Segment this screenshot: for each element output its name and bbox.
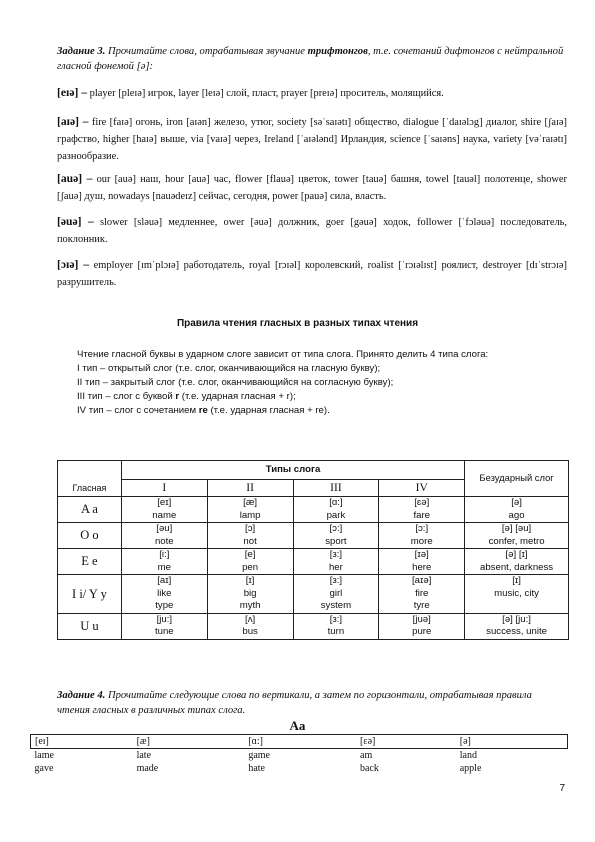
word-cell: made: [136, 763, 159, 774]
vowel-cell: [379, 575, 465, 614]
vowel-cell: [293, 613, 379, 639]
vowel-cell: [293, 497, 379, 523]
example-word: turn: [327, 626, 345, 637]
word-cell: hate: [248, 763, 265, 774]
vowel-cell: [121, 497, 207, 523]
transcription: [æ]: [243, 497, 258, 508]
word-table-title: Aa: [289, 718, 306, 733]
vowel-cell: [207, 575, 293, 614]
example-word: like: [157, 587, 172, 599]
transcription: [ɔ]: [245, 523, 256, 534]
transcription: [eɪ]: [157, 497, 172, 508]
example-word: pen: [242, 561, 259, 573]
transcription: [ɔ:]: [329, 523, 343, 534]
unstressed-cell: [465, 523, 569, 549]
word-cell: back: [360, 763, 379, 774]
transcription: [e]: [244, 549, 256, 560]
vowel-row: [58, 497, 569, 523]
vowel-cell: [379, 549, 465, 575]
task3-emphasis: трифтонгов: [307, 46, 368, 57]
example-word: park: [326, 509, 346, 521]
example-word: pure: [412, 626, 432, 637]
example-word: fare: [413, 509, 430, 521]
unstressed-cell: [465, 613, 569, 639]
example-word: ago: [508, 509, 525, 521]
transcription: [ɪ]: [245, 575, 255, 586]
type-header: IV: [379, 480, 465, 497]
example-word: fire: [415, 587, 429, 599]
example-word: lamp: [239, 509, 261, 521]
example-word: me: [157, 561, 171, 573]
word-cell: game: [248, 750, 270, 761]
transcription: [ʌ]: [245, 613, 256, 625]
triphthong-oie: [ɔɪə] – employer [ɪmˈplɔɪə] работодатель, royal [rɔɪəl] королевский, roalist [ˈrɔɪəlɪst] роялист, destroyer [dɪˈstrɔɪə] разрушитель.: [57, 258, 567, 288]
vowel-letter: O o: [58, 523, 122, 549]
vowel-cell: [293, 523, 379, 549]
word-table-header: [31, 735, 568, 749]
example-word: myth: [239, 600, 261, 611]
vowel-cell: [207, 523, 293, 549]
triphthong-aie: [aɪə] – fire [faɪə] огонь, iron [aɪən] железо, утюг, society [səˈsaɪətɪ] общество, dialogue [ˈdaɪəlɔg] диалог, shire [ʃaɪə] графство, higher [haɪə] выше, via [vaɪə] через, Ireland [ˈaɪələnd] Ирландия, science [ˈsaɪəns] наука, variety [vəˈraɪətɪ] разнообразие.: [57, 115, 567, 162]
vowel-cell: [121, 523, 207, 549]
transcription: [ju:]: [156, 613, 173, 625]
syllable-type-1: I тип – открытый слог (т.е. слог, оканчивающийся на гласную букву);: [77, 363, 381, 374]
vowel-cell: [293, 549, 379, 575]
unstressed-cell: [465, 497, 569, 523]
example-word: note: [154, 535, 174, 547]
word-cell: gave: [34, 763, 54, 774]
vowel-header: Гласная: [58, 480, 122, 497]
transcription: [juə]: [412, 613, 431, 625]
example-word: her: [328, 561, 343, 573]
rules-intro: Чтение гласной буквы в ударном слоге зависит от типа слога. Принято делить 4 типа слога:: [77, 349, 489, 360]
example-word: tune: [154, 626, 174, 637]
example-word: system: [320, 600, 352, 611]
syllable-types: [77, 348, 567, 418]
transcription: [ɪə]: [414, 549, 429, 560]
word-cell: late: [136, 750, 152, 761]
transcription: [ɔ:]: [415, 523, 429, 534]
types-header: Типы слога: [121, 461, 464, 480]
word-cell: land: [459, 750, 477, 761]
word-table-row: [31, 762, 568, 775]
word-table-row: [31, 749, 568, 763]
transcription: [ə] [əu]: [501, 523, 532, 534]
transcription: [ə] [ɪ]: [505, 549, 528, 560]
word-cell: apple: [459, 763, 482, 774]
example-word: sport: [325, 535, 347, 547]
vowel-cell: [293, 575, 379, 614]
transcription: [ɪ]: [512, 575, 521, 586]
vowel-row: [58, 575, 569, 614]
example-word: big: [243, 587, 257, 599]
transcription: [з:]: [329, 613, 343, 625]
vowel-cell: [379, 523, 465, 549]
vowel-cell: [121, 613, 207, 639]
word-table-header-cell: [ɑ:]: [244, 735, 356, 749]
example-word: tyre: [413, 600, 430, 611]
vowel-row: [58, 523, 569, 549]
syllable-type-2: II тип – закрытый слог (т.е. слог, оканчивающийся на согласную букву);: [77, 377, 394, 388]
syllable-type-4: IV тип – слог с сочетанием re (т.е. ударная гласная + re).: [77, 405, 330, 416]
task4-label: Задание 4.: [57, 690, 106, 701]
transcription: [ɛə]: [414, 497, 430, 508]
word-cell: am: [360, 750, 373, 761]
word-table-header-cell: [ə]: [456, 735, 568, 749]
word-table-header-cell: [eɪ]: [31, 735, 133, 749]
example-word: not: [243, 535, 257, 547]
vowel-cell: [379, 497, 465, 523]
vowel-reading-table: [57, 460, 569, 640]
vowel-cell: [379, 613, 465, 639]
transcription: [aɪ]: [157, 575, 172, 586]
vowel-letter: U u: [58, 613, 122, 639]
example-word: bus: [242, 626, 258, 637]
vowel-cell: [207, 549, 293, 575]
unstressed-cell: [465, 549, 569, 575]
example-word: type: [155, 600, 174, 611]
vowel-letter: E e: [58, 549, 122, 575]
transcription: [əu]: [156, 523, 173, 534]
example-word: here: [412, 561, 432, 573]
vowel-letter: I i/ Y y: [58, 575, 122, 614]
unstressed-header: Безударный слог: [465, 461, 569, 497]
type-header: III: [293, 480, 379, 497]
task3-instruction: Задание 3. Прочитайте слова, отрабатывая звучание трифтонгов, т.е. сочетаний дифтонгов с нейтральной гласной фонемой [ə]:: [57, 46, 564, 72]
transcription: [ɑ:]: [329, 497, 343, 508]
vowel-cell: [121, 575, 207, 614]
rules-title: Правила чтения гласных в разных типах чтения: [176, 318, 419, 329]
example-word: more: [410, 535, 433, 547]
vowel-row: [58, 549, 569, 575]
syllable-type-3: III тип – слог с буквой r (т.е. ударная гласная + r);: [77, 391, 296, 402]
example-word: music, city: [494, 587, 539, 599]
transcription: [aɪə]: [412, 575, 432, 586]
task3-label: Задание 3.: [57, 46, 106, 57]
word-table-header-cell: [æ]: [133, 735, 245, 749]
transcription: [з:]: [329, 575, 343, 586]
triphthong-eue: [əuə] – slower [sləuə] медленнее, ower [əuə] должник, goer [gəuə] ходок, follower [ˈfɔləuə] последователь, поклонник.: [57, 215, 567, 245]
example-word: name: [152, 509, 177, 521]
triphthong-eie: [eɪə] – player [pleɪə] игрок, layer [leɪə] слой, пласт, prayer [preɪə] проситель, молящийся.: [57, 86, 444, 99]
example-word: girl: [329, 587, 343, 599]
transcription: [з:]: [329, 549, 343, 560]
vowel-cell: [207, 613, 293, 639]
example-word: absent, darkness: [480, 561, 554, 573]
vowel-cell: [207, 497, 293, 523]
triphthong-aue: [auə] – our [auə] наш, hour [auə] час, flower [flauə] цветок, tower [tauə] башня, towel [tauəl] полотенце, shower [ʃauə] душ, nowadays [nauədeɪz] сейчас, сегодня, power [pauə] сила, власть.: [57, 172, 567, 202]
word-table: [30, 734, 568, 775]
type-header: I: [121, 480, 207, 497]
vowel-letter: A a: [58, 497, 122, 523]
example-word: confer, metro: [488, 535, 545, 547]
unstressed-cell: [465, 575, 569, 614]
transcription: [ə] [ju:]: [502, 613, 531, 625]
page-number: 7: [559, 783, 565, 794]
task4-instruction: Задание 4. Прочитайте следующие слова по вертикали, а затем по горизонтали, отрабатывая правила чтения гласных в различных типах слога.: [57, 690, 532, 716]
word-table-header-cell: [ɛə]: [356, 735, 456, 749]
transcription: [ə]: [511, 497, 522, 508]
vowel-cell: [121, 549, 207, 575]
transcription: [i:]: [159, 549, 170, 560]
example-word: success, unite: [486, 626, 547, 637]
type-header: II: [207, 480, 293, 497]
vowel-row: [58, 613, 569, 639]
word-cell: lame: [34, 750, 54, 761]
